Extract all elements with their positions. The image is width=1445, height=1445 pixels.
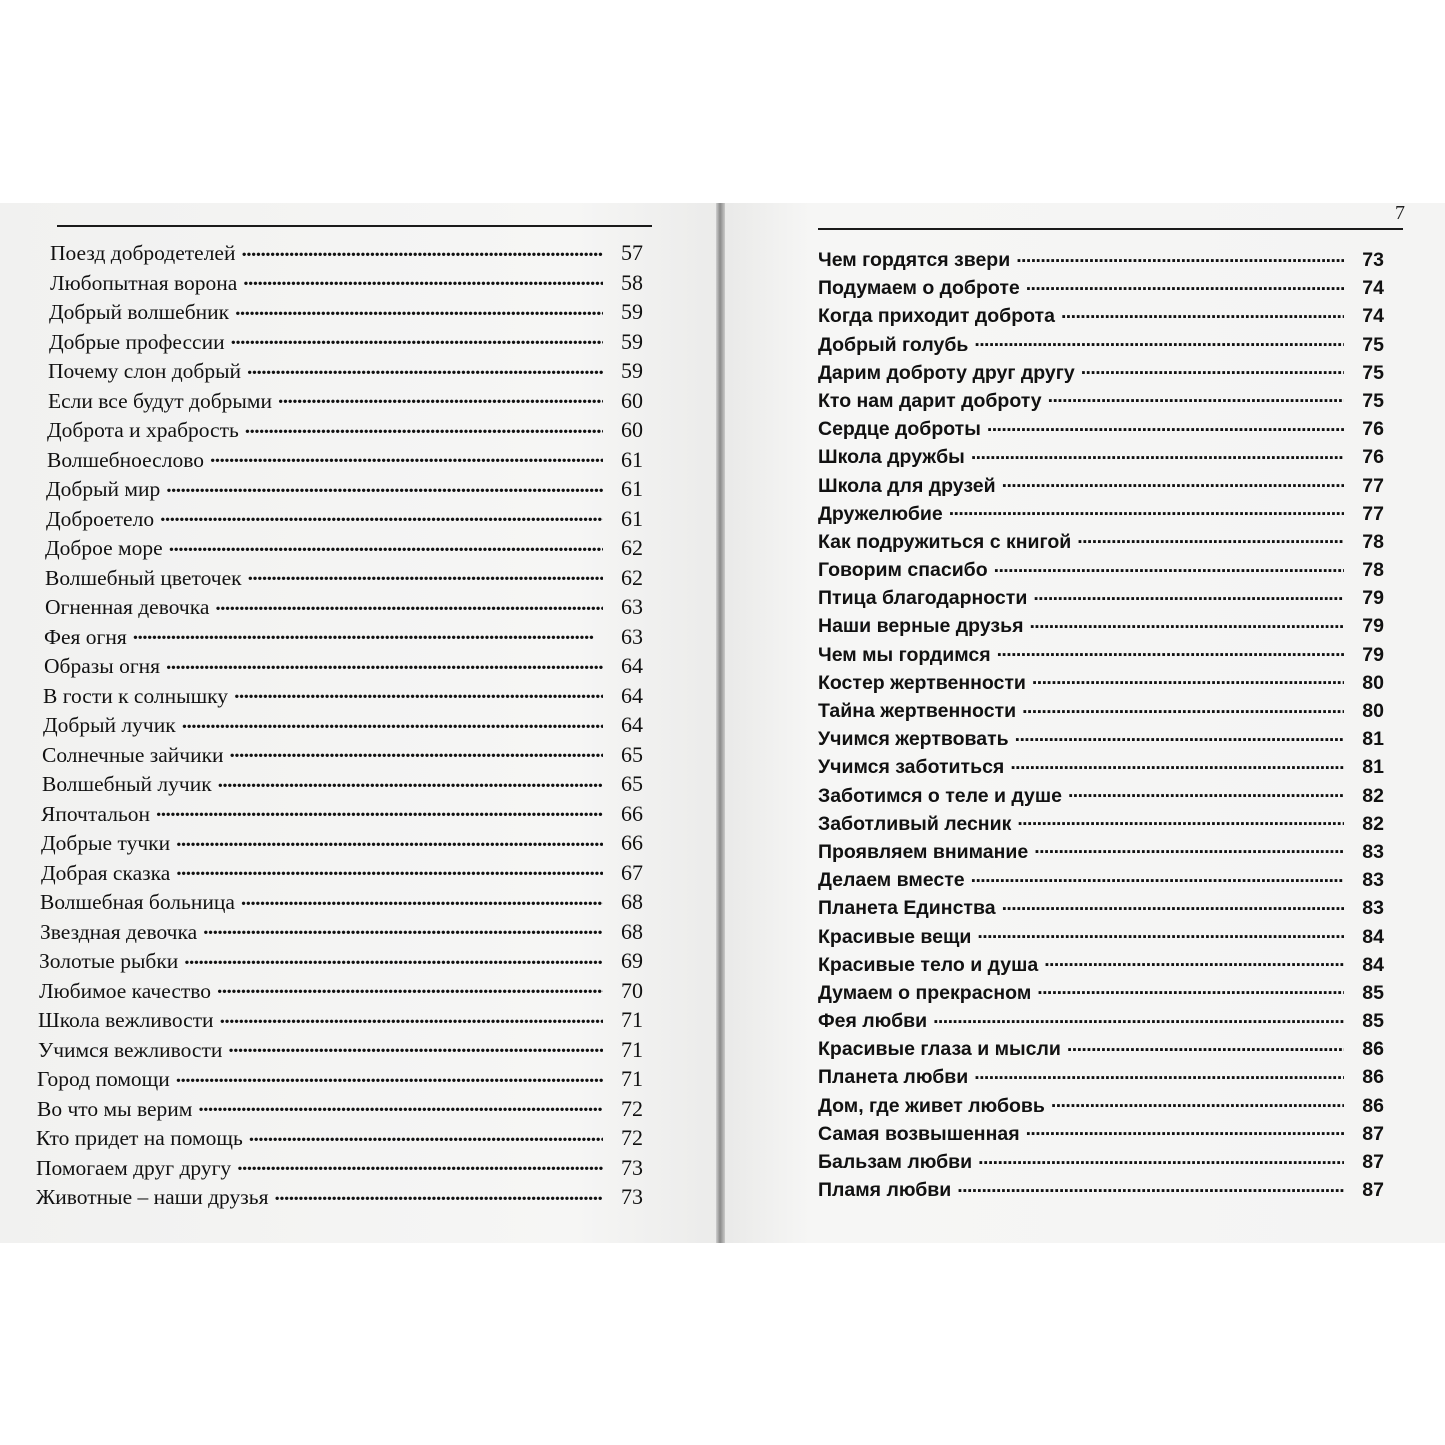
toc-entry-title: Чем мы гордимся xyxy=(818,643,991,666)
toc-entry xyxy=(0,946,643,976)
toc-entry-title: Добрые профессии xyxy=(49,329,225,354)
toc-entry xyxy=(818,1007,1384,1035)
dot-leader xyxy=(160,504,603,526)
toc-entry xyxy=(818,866,1384,894)
dot-leader xyxy=(210,445,603,467)
toc-entry-page: 87 xyxy=(1362,1151,1384,1173)
dot-leader xyxy=(1022,698,1344,718)
toc-entry-title: Школа дружбы xyxy=(818,446,965,469)
toc-entry-title: Говорим спасибо xyxy=(818,559,988,582)
toc-entry-title: Планета любви xyxy=(818,1066,969,1089)
toc-entry-page: 65 xyxy=(621,771,643,796)
toc-entry-page: 87 xyxy=(1362,1122,1384,1145)
toc-entry xyxy=(818,782,1384,810)
dot-leader xyxy=(1068,782,1344,802)
toc-entry-page: 62 xyxy=(621,564,643,590)
toc-entry-title: Школа вежливости xyxy=(38,1008,214,1032)
toc-entry-title: Если все будут добрыми xyxy=(48,388,272,413)
dot-leader xyxy=(949,500,1344,520)
toc-entry-title: Волшебный цветочек xyxy=(45,565,242,590)
toc-entry-title: Подумаем о доброте xyxy=(818,277,1020,300)
dot-leader xyxy=(1002,895,1344,915)
dot-leader xyxy=(1048,387,1344,407)
toc-entry-page: 74 xyxy=(1362,277,1384,300)
toc-entry-page: 61 xyxy=(621,446,643,472)
toc-entry-page: 83 xyxy=(1362,840,1384,863)
dot-leader xyxy=(245,416,603,438)
page-number: 7 xyxy=(1395,203,1405,224)
toc-entry-page: 64 xyxy=(621,653,643,678)
header-rule xyxy=(57,225,652,227)
toc-entry xyxy=(0,268,643,298)
toc-entry xyxy=(0,238,643,268)
dot-leader xyxy=(1017,810,1344,830)
toc-entry-title: Волшебная больница xyxy=(40,890,235,914)
dot-leader xyxy=(156,799,603,821)
toc-entry-title: Добрая сказка xyxy=(41,860,171,885)
dot-leader xyxy=(997,641,1344,661)
toc-entry-page: 75 xyxy=(1362,333,1384,356)
dot-leader xyxy=(977,923,1344,943)
toc-entry-title: Планета Единства xyxy=(818,897,996,920)
toc-entry-page: 66 xyxy=(621,830,643,855)
toc-entry-page: 79 xyxy=(1362,643,1384,666)
toc-entry-page: 79 xyxy=(1362,615,1384,638)
toc-entry-title: Волшебный лучик xyxy=(42,772,212,796)
toc-entry-page: 74 xyxy=(1362,305,1384,328)
dot-leader xyxy=(182,711,603,733)
toc-entry-page: 72 xyxy=(621,1095,643,1121)
toc-entry-page: 80 xyxy=(1362,700,1384,722)
toc-entry xyxy=(818,810,1384,838)
toc-entry-title: Доброе море xyxy=(45,536,163,560)
dot-leader xyxy=(166,652,603,674)
toc-entry-title: Фея любви xyxy=(818,1010,928,1033)
dot-leader xyxy=(215,593,603,615)
toc-entry-title: Почему слон добрый xyxy=(48,359,242,383)
toc-entry xyxy=(0,622,643,652)
dot-leader xyxy=(1029,613,1344,633)
toc-entry xyxy=(0,327,643,357)
toc-entry-title: Волшебноеслово xyxy=(47,447,204,472)
toc-entry xyxy=(818,1120,1384,1148)
dot-leader xyxy=(278,386,603,408)
dot-leader xyxy=(974,1064,1344,1084)
toc-entry xyxy=(0,799,643,829)
toc-entry-title: Думаем о прекрасном xyxy=(818,981,1032,1004)
toc-entry xyxy=(818,528,1384,556)
toc-entry-title: Помогаем друг другу xyxy=(36,1155,232,1180)
dot-leader xyxy=(184,947,603,969)
toc-entry xyxy=(0,592,643,622)
toc-entry-page: 86 xyxy=(1362,1038,1384,1061)
toc-entry xyxy=(818,669,1384,697)
toc-entry-title: Когда приходит доброта xyxy=(818,305,1055,328)
dot-leader xyxy=(1081,359,1344,379)
toc-entry xyxy=(0,1005,643,1035)
toc-entry-title: Пламя любви xyxy=(818,1179,952,1202)
toc-entry-page: 76 xyxy=(1362,446,1384,469)
toc-entry-title: Делаем вместе xyxy=(818,869,965,892)
dot-leader xyxy=(971,444,1344,464)
toc-entry-page: 67 xyxy=(621,859,643,885)
dot-leader xyxy=(994,557,1344,577)
dot-leader xyxy=(237,1153,603,1175)
toc-entry-title: Сердце доброты xyxy=(818,418,981,441)
dot-leader xyxy=(1016,247,1344,267)
toc-entry xyxy=(0,1182,643,1212)
toc-entry-title: Учимся вежливости xyxy=(38,1037,223,1062)
toc-entry xyxy=(818,1063,1384,1091)
toc-entry-title: Добрые тучки xyxy=(41,831,171,855)
dot-leader xyxy=(1034,838,1344,858)
dot-leader xyxy=(241,239,603,261)
toc-entry xyxy=(818,725,1384,753)
toc-entry-title: Самая возвышенная xyxy=(818,1122,1020,1145)
table-of-contents-right xyxy=(818,246,1384,1204)
dot-leader xyxy=(1002,472,1344,492)
dot-leader xyxy=(1077,528,1344,548)
dot-leader xyxy=(230,740,603,762)
toc-entry-page: 63 xyxy=(621,623,643,649)
dot-leader xyxy=(1033,585,1344,605)
toc-entry-page: 73 xyxy=(621,1154,643,1180)
toc-entry-page: 73 xyxy=(1362,249,1384,271)
toc-entry-page: 76 xyxy=(1362,418,1384,441)
toc-entry-page: 85 xyxy=(1362,1010,1384,1033)
toc-entry-title: Любопытная ворона xyxy=(50,270,238,295)
toc-entry-title: Огненная девочка xyxy=(45,595,210,619)
toc-entry xyxy=(0,769,643,799)
toc-entry xyxy=(818,274,1384,302)
dot-leader xyxy=(176,829,603,851)
table-of-contents-left xyxy=(0,238,643,1212)
toc-entry-title: Проявляем внимание xyxy=(818,840,1029,863)
header-rule xyxy=(818,228,1403,230)
dot-leader xyxy=(169,534,603,556)
toc-entry xyxy=(0,1094,643,1124)
toc-entry-title: Золотые рыбки xyxy=(39,949,179,973)
dot-leader xyxy=(1037,979,1344,999)
toc-entry-title: Кто придет на помощь xyxy=(36,1126,243,1150)
toc-entry xyxy=(818,302,1384,330)
toc-entry-page: 84 xyxy=(1362,953,1384,976)
toc-entry xyxy=(818,951,1384,979)
dot-leader xyxy=(247,357,603,379)
toc-entry-page: 71 xyxy=(621,1066,643,1091)
dot-leader xyxy=(974,331,1344,351)
dot-leader xyxy=(1051,1092,1344,1112)
dot-leader xyxy=(1032,669,1344,689)
toc-entry-page: 73 xyxy=(621,1184,643,1209)
toc-entry-page: 77 xyxy=(1362,474,1384,497)
toc-entry-page: 60 xyxy=(621,417,643,442)
toc-entry xyxy=(0,356,643,386)
toc-entry xyxy=(0,386,643,416)
toc-entry-page: 81 xyxy=(1362,728,1384,751)
toc-entry-page: 62 xyxy=(621,535,643,560)
toc-entry-title: Учимся жертвовать xyxy=(818,728,1009,751)
toc-entry-title: Во что мы верим xyxy=(37,1096,193,1121)
toc-entry-title: Город помощи xyxy=(37,1067,170,1091)
toc-entry-title: Любимое качество xyxy=(39,978,212,1003)
toc-entry-title: Доброетело xyxy=(46,506,155,531)
toc-entry xyxy=(0,415,643,445)
toc-entry xyxy=(818,500,1384,528)
toc-entry xyxy=(0,710,643,740)
toc-entry xyxy=(0,1153,643,1183)
dot-leader xyxy=(1010,754,1344,774)
dot-leader xyxy=(176,1065,603,1087)
toc-entry-title: Добрый волшебник xyxy=(49,300,230,324)
dot-leader xyxy=(933,1008,1344,1028)
toc-entry-title: Дарим доброту друг другу xyxy=(818,361,1075,384)
toc-entry-page: 59 xyxy=(621,358,643,383)
toc-entry-title: Школа для друзей xyxy=(818,474,996,497)
toc-entry xyxy=(818,584,1384,612)
toc-entry-page: 85 xyxy=(1362,981,1384,1004)
toc-entry-title: Фея огня xyxy=(44,624,127,649)
toc-entry xyxy=(0,1035,643,1065)
toc-entry xyxy=(818,1035,1384,1063)
toc-entry-page: 75 xyxy=(1362,389,1384,412)
toc-entry-title: Добрый лучик xyxy=(43,713,176,737)
dot-leader xyxy=(1026,275,1344,295)
dot-leader xyxy=(1026,1120,1344,1140)
toc-entry xyxy=(0,917,643,947)
toc-entry xyxy=(818,1092,1384,1120)
toc-entry-title: Солнечные зайчики xyxy=(42,742,224,767)
toc-entry-page: 79 xyxy=(1362,587,1384,610)
toc-entry-title: Бальзам любви xyxy=(818,1151,973,1173)
toc-entry-page: 59 xyxy=(621,328,643,354)
dot-leader xyxy=(217,976,603,998)
toc-entry-title: Птица благодарности xyxy=(818,587,1028,610)
toc-entry xyxy=(0,563,643,593)
toc-entry-title: Добрый голубь xyxy=(818,333,969,356)
dot-leader xyxy=(166,475,603,497)
dot-leader xyxy=(1061,303,1344,323)
dot-leader xyxy=(957,1177,1344,1197)
toc-entry xyxy=(818,556,1384,584)
dot-leader xyxy=(231,327,603,349)
toc-entry-title: Животные – наши друзья xyxy=(36,1185,269,1209)
toc-entry-page: 86 xyxy=(1362,1066,1384,1089)
toc-entry-page: 65 xyxy=(621,741,643,767)
toc-entry xyxy=(0,651,643,681)
toc-entry xyxy=(818,923,1384,951)
toc-entry-title: Доброта и храбрость xyxy=(47,418,239,442)
toc-entry xyxy=(818,894,1384,922)
toc-entry-page: 64 xyxy=(621,712,643,737)
toc-entry xyxy=(818,1148,1384,1176)
toc-entry-title: Красивые вещи xyxy=(818,925,972,948)
toc-entry-page: 78 xyxy=(1362,530,1384,553)
toc-entry-page: 82 xyxy=(1362,812,1384,835)
toc-entry-title: Красивые тело и душа xyxy=(818,953,1039,976)
toc-entry-title: Заботливый лесник xyxy=(818,812,1012,835)
toc-entry xyxy=(0,504,643,534)
toc-entry-title: Тайна жертвенности xyxy=(818,700,1017,722)
toc-entry xyxy=(818,697,1384,725)
dot-leader xyxy=(274,1183,603,1205)
toc-entry xyxy=(0,1064,643,1094)
toc-entry-title: Дом, где живет любовь xyxy=(818,1094,1045,1117)
toc-entry-page: 66 xyxy=(621,800,643,826)
toc-entry xyxy=(0,858,643,888)
right-page xyxy=(723,203,1445,1243)
dot-leader xyxy=(243,268,603,290)
dot-leader xyxy=(1044,951,1344,971)
toc-entry-title: Звездная девочка xyxy=(40,919,198,944)
toc-entry-page: 61 xyxy=(621,505,643,531)
toc-entry-page: 61 xyxy=(621,476,643,501)
toc-entry-page: 83 xyxy=(1362,869,1384,892)
toc-entry-title: Как подружиться с книгой xyxy=(818,530,1072,553)
toc-entry xyxy=(0,474,643,504)
toc-entry-page: 59 xyxy=(621,299,643,324)
toc-entry xyxy=(0,681,643,711)
toc-entry-page: 71 xyxy=(621,1007,643,1032)
toc-entry xyxy=(0,445,643,475)
toc-entry-page: 60 xyxy=(621,387,643,413)
toc-entry-page: 58 xyxy=(621,269,643,295)
toc-entry-title: Поезд добродетелей xyxy=(50,241,236,265)
toc-entry xyxy=(818,443,1384,471)
toc-entry xyxy=(818,641,1384,669)
toc-entry-title: Дружелюбие xyxy=(818,502,943,525)
dot-leader xyxy=(235,298,603,320)
toc-entry xyxy=(818,331,1384,359)
toc-entry xyxy=(818,387,1384,415)
toc-entry xyxy=(818,1176,1384,1204)
toc-entry-page: 68 xyxy=(621,918,643,944)
toc-entry-title: Добрый мир xyxy=(46,477,161,501)
toc-entry-page: 81 xyxy=(1362,756,1384,779)
toc-entry-page: 86 xyxy=(1362,1094,1384,1117)
dot-leader xyxy=(241,888,603,910)
dot-leader xyxy=(203,917,603,939)
toc-entry xyxy=(818,753,1384,781)
toc-entry-page: 82 xyxy=(1362,784,1384,807)
toc-entry xyxy=(0,887,643,917)
toc-entry-title: Учимся заботиться xyxy=(818,756,1005,779)
toc-entry-title: Костер жертвенности xyxy=(818,671,1026,694)
toc-entry-title: Образы огня xyxy=(44,654,161,678)
toc-entry-page: 84 xyxy=(1362,925,1384,948)
toc-entry-page: 72 xyxy=(621,1125,643,1150)
toc-entry xyxy=(818,246,1384,274)
toc-entry-title: Заботимся о теле и душе xyxy=(818,784,1062,807)
toc-entry xyxy=(818,838,1384,866)
toc-entry xyxy=(818,415,1384,443)
dot-leader xyxy=(218,770,603,792)
toc-entry-title: В гости к солнышку xyxy=(43,683,229,708)
dot-leader xyxy=(176,858,603,880)
toc-entry-title: Кто нам дарит доброту xyxy=(818,389,1042,412)
toc-entry-page: 75 xyxy=(1362,361,1384,384)
toc-entry-page: 70 xyxy=(621,977,643,1003)
toc-entry xyxy=(0,740,643,770)
dot-leader xyxy=(987,416,1344,436)
toc-entry xyxy=(0,297,643,327)
toc-entry-title: Япочтальон xyxy=(41,801,151,826)
toc-entry xyxy=(0,828,643,858)
toc-entry-page: 78 xyxy=(1362,559,1384,582)
toc-entry-page: 68 xyxy=(621,889,643,914)
dot-leader xyxy=(1015,726,1344,746)
toc-entry-page: 87 xyxy=(1362,1179,1384,1202)
toc-entry xyxy=(818,612,1384,640)
toc-entry xyxy=(0,1123,643,1153)
toc-entry xyxy=(0,533,643,563)
toc-entry xyxy=(818,472,1384,500)
toc-entry-page: 63 xyxy=(621,594,643,619)
left-page xyxy=(0,203,718,1243)
toc-entry-title: Наши верные друзья xyxy=(818,615,1024,638)
book-gutter xyxy=(716,203,725,1243)
toc-entry-page: 71 xyxy=(621,1036,643,1062)
toc-entry xyxy=(818,979,1384,1007)
dot-leader xyxy=(234,681,603,703)
dot-leader xyxy=(133,622,603,644)
toc-entry-page: 69 xyxy=(621,948,643,973)
dot-leader xyxy=(978,1149,1344,1169)
toc-entry-page: 83 xyxy=(1362,897,1384,920)
dot-leader xyxy=(228,1035,603,1057)
toc-entry-title: Красивые глаза и мысли xyxy=(818,1038,1061,1061)
toc-entry-page: 57 xyxy=(621,240,643,265)
dot-leader xyxy=(249,1124,603,1146)
dot-leader xyxy=(971,867,1344,887)
toc-entry-title: Чем гордятся звери xyxy=(818,249,1011,271)
toc-entry-page: 80 xyxy=(1362,671,1384,694)
dot-leader xyxy=(198,1094,603,1116)
toc-entry-page: 77 xyxy=(1362,502,1384,525)
dot-leader xyxy=(220,1006,603,1028)
toc-entry xyxy=(0,976,643,1006)
toc-entry-page: 64 xyxy=(621,682,643,708)
toc-entry xyxy=(818,359,1384,387)
dot-leader xyxy=(248,563,603,585)
dot-leader xyxy=(1067,1036,1344,1056)
